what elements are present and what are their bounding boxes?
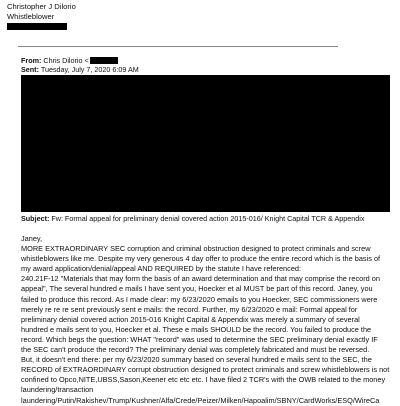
- sent-line: [21, 65, 139, 74]
- sent-label: Sent:: [21, 65, 39, 74]
- redaction-bar: [7, 23, 67, 30]
- body-line: whistleblowers like me. Despite my very generous 4 day offer to produce the entire record which is the basis of: [21, 254, 381, 264]
- body-line: appeal", The several hundred e mails I have sent you, Hoecker et al MUST be part of this record. Janey, you: [21, 284, 373, 294]
- body-line: my award application/denial/appeal AND REQUIRED by the statute I have referenced:: [21, 264, 302, 274]
- body-line: the SEC can't produce the record? The preliminary denial was completely fabricated and must be reversed.: [21, 345, 370, 355]
- redaction-bar: [90, 57, 118, 64]
- body-line: record. Which begs the question: WHAT "record" was used to determine the SEC preliminary denial exactly IF: [21, 334, 378, 344]
- body-line: merely re re re sent previously sent e mails: the record. Further, my 6/23/2020 e mail: Formal appeal for: [21, 304, 358, 314]
- body-line: MORE EXTRAORDINARY SEC corruption and criminal obstruction designed to protect criminals and screw: [21, 244, 371, 254]
- email-body: [21, 234, 395, 406]
- subject-line: [21, 214, 364, 223]
- from-value: Chris Dilorio <: [43, 56, 89, 65]
- subject-value: Fw: Formal appeal for preliminary denial covered action 2015-016/ Knight Capital TCR & Appendix: [51, 214, 365, 223]
- body-line: preliminary denial covered action 2015-016 Knight Capital & Appendix was merely a summary of several: [21, 314, 360, 324]
- signature-title: Whistleblower: [7, 12, 55, 21]
- body-line: RECORD of EXTRAORDINARY corrupt obstruction designed to protect criminals and screw whistleblowers is not: [21, 365, 390, 375]
- body-line: laundering/Putin/Rakishev/Trump/Kushner/Alfa/Crede/Peizer/Milken/Hapoalim/SBNY/CardWorks/ESQ/WireCa: [21, 395, 380, 405]
- redaction-block: [21, 75, 390, 212]
- body-line: confined to Opco,NITE,UBSS,Sason,Keener etc etc etc. I have filed 2 TCR's with the OWB related to the money: [21, 375, 386, 385]
- body-line: failed to produce this record. As I made clear: my 6/23/2020 emails to you Hoecker, SEC commissioners were: [21, 294, 378, 304]
- signature-name: Christopher J Dilorio: [7, 2, 76, 11]
- signature-block: [7, 2, 76, 30]
- body-line: 240.21F-12 "Materials that may form the basis of an award determination and that may comprise the record on: [21, 274, 380, 284]
- from-label: From:: [21, 56, 42, 65]
- body-line: Janey,: [21, 234, 43, 243]
- sent-value: Tuesday, July 7, 2020 6:09 AM: [40, 65, 139, 74]
- subject-label: Subject:: [21, 214, 50, 223]
- from-line: [21, 56, 118, 65]
- body-line: But, it doesn't end there: per my 6/23/2020 summary based on several hundred e mails sent to the SEC, the: [21, 355, 372, 365]
- body-line: hundred e mails sent to you, Hoecker et al. These e mails SHOULD be the record. You failed to produce the: [21, 324, 372, 334]
- body-line: laundering/transaction: [21, 385, 94, 395]
- header-divider: [18, 46, 338, 47]
